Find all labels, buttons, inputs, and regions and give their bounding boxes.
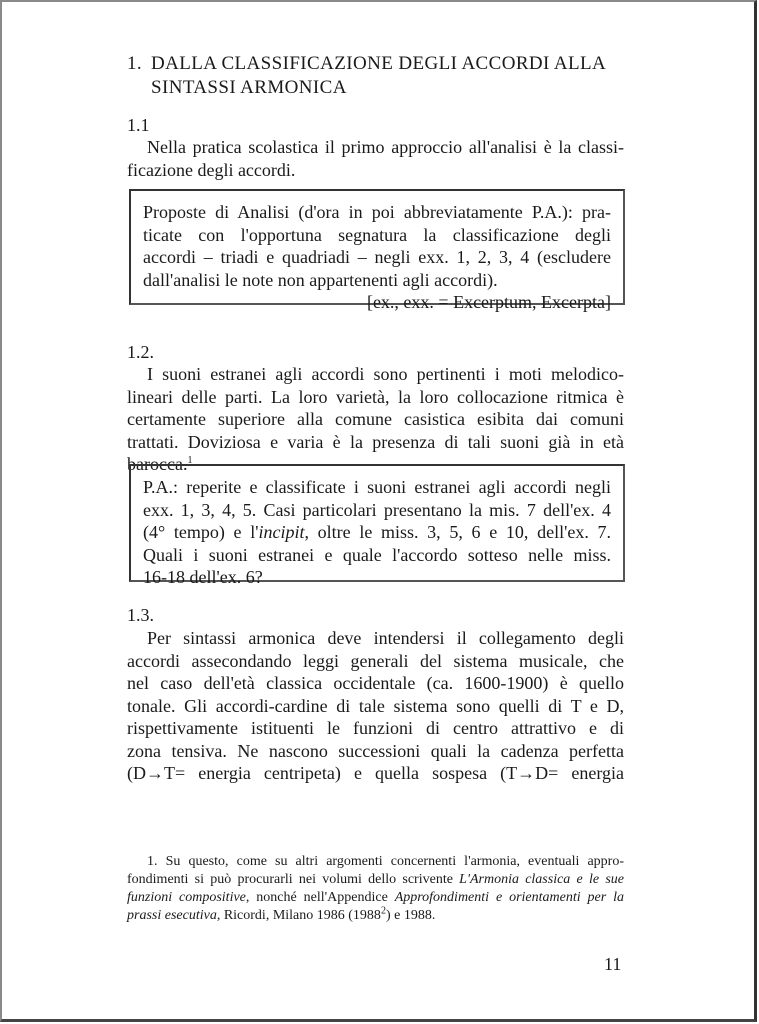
abbreviation-note: [ex., exx. = Excerptum, Excerpta] — [366, 292, 611, 312]
footnote-text: , nonché nell'Appendice — [245, 890, 395, 905]
section-number-1-1: 1.1 — [127, 115, 150, 135]
footnote-line — [127, 871, 624, 889]
edition-superscript: 2 — [380, 905, 386, 917]
footnote — [127, 853, 624, 925]
footnote-line — [127, 907, 624, 925]
paragraph-line: Per sintassi armonica deve intendersi il collegamento degli — [147, 628, 624, 648]
section-number-1-2: 1.2. — [127, 342, 154, 362]
chapter-title-line1: DALLA CLASSIFICAZIONE DEGLI ACCORDI ALLA — [151, 53, 607, 74]
box-text: (4° tempo) e l' — [143, 522, 259, 542]
paragraph-line: ficazione degli accordi. — [127, 159, 296, 180]
page-number: 11 — [604, 954, 622, 974]
footnote-text: , Ricordi, Milano 1986 (1988 — [216, 908, 381, 923]
paragraph-line: lineari delle parti. La loro varietà, la loro collocazione ritmica è — [127, 386, 624, 407]
box-line: dall'analisi le note non appartenenti agli accordi). — [143, 269, 498, 290]
footnote-italic-text: prassi esecutiva — [127, 908, 217, 923]
paragraph-line: accordi assecondando leggi generali del sistema musicale, che — [127, 650, 624, 671]
footnote-text: ) e 1988. — [385, 908, 436, 923]
box-text: , oltre le miss. 3, 5, 6 e 10, dell'ex. 7. — [304, 522, 611, 542]
paragraph-line: Nella pratica scolastica il primo approccio all'analisi è la classi- — [147, 137, 624, 157]
chapter-heading — [127, 52, 627, 100]
box-line: ticate con l'opportuna segnatura la classificazione degli — [143, 224, 611, 245]
box-line: Proposte di Analisi (d'ora in poi abbreviatamente P.A.): pra- — [143, 202, 611, 222]
box-italic-text: incipit — [258, 522, 305, 542]
footnote-line — [127, 889, 624, 907]
footnote-reference[interactable]: 1 — [187, 455, 193, 466]
paragraph-line: certamente superiore alla comune casistica esibita dai comuni — [127, 409, 624, 429]
box-line: P.A.: reperite e classificate i suoni estranei agli accordi negli — [143, 477, 611, 497]
box-line: 16-18 dell'ex. 6? — [143, 567, 263, 587]
footnote-italic-text: L'Armonia classica e le sue — [459, 872, 624, 887]
box-line: Quali i suoni estranei e quale l'accordo sotteso nelle miss. — [143, 544, 611, 565]
analysis-proposal-box-2 — [129, 464, 625, 587]
footnote-text: fondimenti si può procurarli nei volumi dello scrivente — [127, 872, 460, 887]
paragraph-line: trattati. Doviziosa e varia è la presenza di tali suoni già in età — [127, 431, 624, 452]
paragraph-line: nel caso dell'età classica occidentale (ca. 1600-1900) è quello — [127, 673, 624, 693]
chapter-title-line2: SINTASSI ARMONICA — [151, 77, 347, 98]
footnote-italic-text: funzioni compositive — [127, 890, 246, 905]
paragraph-line: zona tensiva. Ne nascono successioni quali la cadenza perfetta — [127, 740, 624, 761]
section-1-1-paragraph — [127, 136, 624, 181]
box-line: accordi – triadi e quadriadi – negli exx. 1, 2, 3, 4 (escludere — [143, 247, 611, 267]
paragraph-line: (D→T= energia centripeta) e quella sospesa (T→D= energia — [127, 763, 624, 783]
section-1-3-paragraph — [127, 627, 624, 785]
chapter-number: 1. — [127, 53, 143, 74]
section-number-1-3: 1.3. — [127, 605, 154, 625]
footnote-line: 1. Su questo, come su altri argomenti concernenti l'armonia, eventuali appro- — [147, 854, 624, 869]
section-1-2-paragraph — [127, 363, 624, 476]
paragraph-text: barocca. — [127, 454, 188, 474]
paragraph-line: I suoni estranei agli accordi sono pertinenti i moti melodico- — [147, 364, 624, 384]
box-line: exx. 1, 3, 4, 5. Casi particolari presentano la mis. 7 dell'ex. 4 — [143, 499, 611, 520]
footnote-italic-text: Approfondimenti e orientamenti per la — [394, 890, 624, 905]
analysis-proposal-box-1 — [129, 189, 625, 312]
box-line — [143, 521, 611, 544]
paragraph-line: tonale. Gli accordi-cardine di tale sistema sono quelli di T e D, — [127, 695, 624, 716]
paragraph-line: rispettivamente istituenti le funzioni di centro attrattivo e di — [127, 718, 624, 738]
